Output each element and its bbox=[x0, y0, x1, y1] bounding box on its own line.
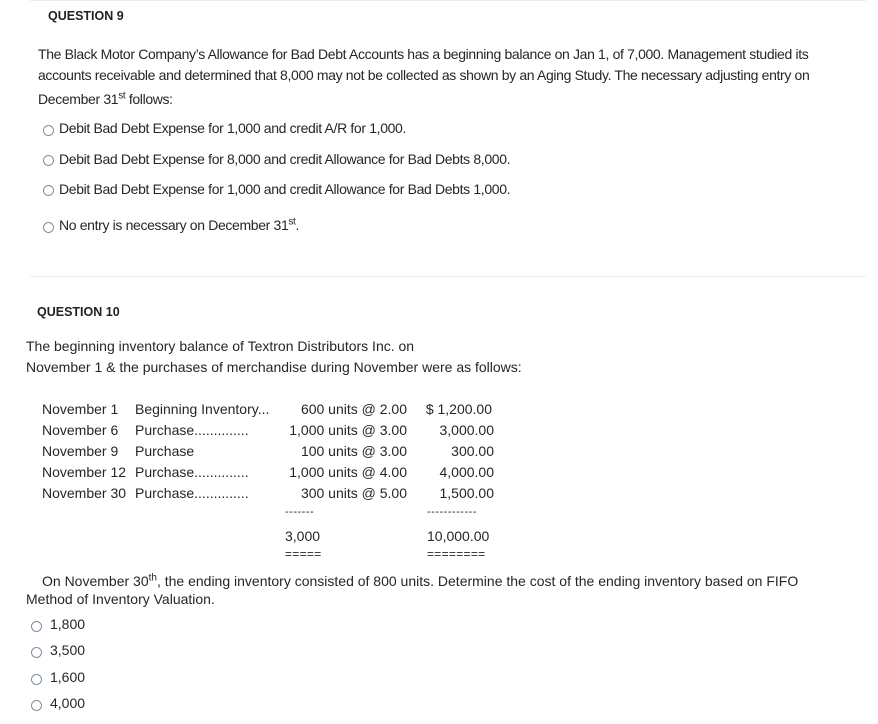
row-units: 600 units @ 2.00 bbox=[300, 401, 407, 417]
row-desc: Beginning Inventory... bbox=[135, 401, 270, 417]
row-date: November 6 bbox=[42, 422, 119, 438]
row-amount: 3,000.00 bbox=[439, 422, 494, 438]
q9-option-4-label[interactable] bbox=[59, 217, 299, 233]
stem-end: follows: bbox=[125, 91, 173, 107]
question-10-intro-line-2: November 1 & the purchases of merchandise during November were as follows: bbox=[26, 359, 522, 375]
stem-date: December 31 bbox=[38, 91, 119, 107]
question-9-stem-line-3 bbox=[38, 91, 173, 107]
top-divider bbox=[30, 0, 866, 1]
row-date: November 30 bbox=[42, 485, 127, 501]
q9-option-1-label[interactable]: Debit Bad Debt Expense for 1,000 and credit A/R for 1,000. bbox=[59, 120, 407, 136]
prompt-date-suffix: th bbox=[148, 572, 157, 584]
option-4-text: No entry is necessary on December 31 bbox=[59, 217, 289, 233]
row-date: November 12 bbox=[42, 464, 127, 480]
row-units: 1,000 units @ 3.00 bbox=[289, 422, 407, 438]
row-desc: Purchase.............. bbox=[135, 422, 249, 438]
amount-double-rule: ======== bbox=[427, 547, 486, 561]
option-4-end: . bbox=[295, 217, 300, 233]
q9-option-3-label[interactable]: Debit Bad Debt Expense for 1,000 and credit Allowance for Bad Debts 1,000. bbox=[59, 181, 511, 197]
row-desc: Purchase bbox=[135, 443, 195, 459]
row-units: 100 units @ 3.00 bbox=[300, 443, 407, 459]
question-10-title: QUESTION 10 bbox=[37, 305, 120, 319]
prompt-rest: , the ending inventory consisted of 800 units. Determine the cost of the ending inventory based on FIFO bbox=[156, 573, 799, 589]
row-units: 300 units @ 5.00 bbox=[300, 485, 407, 501]
q9-option-3-radio[interactable] bbox=[43, 185, 54, 196]
question-10-prompt-line-2: Method of Inventory Valuation. bbox=[26, 591, 215, 607]
row-amount: 300.00 bbox=[451, 443, 494, 459]
table-row bbox=[42, 485, 126, 501]
row-amount: $ 1,200.00 bbox=[425, 401, 492, 417]
stem-date-suffix: st bbox=[118, 90, 126, 102]
question-divider bbox=[30, 276, 866, 277]
q10-option-3-label[interactable]: 1,600 bbox=[50, 669, 86, 685]
row-amount: 4,000.00 bbox=[439, 464, 494, 480]
question-9-stem-line-2: accounts receivable and determined that 8,000 may not be collected as shown by an Aging Study. The necessary adjusting entry on bbox=[38, 67, 810, 83]
amount-single-rule: ------------ bbox=[427, 506, 477, 518]
question-9-stem-line-1: The Black Motor Company’s Allowance for Bad Debt Accounts has a beginning balance on Jan 1, of 7,000. Management studied its bbox=[38, 46, 809, 62]
q10-option-2-radio[interactable] bbox=[31, 647, 42, 658]
question-10-prompt-line-1 bbox=[42, 573, 798, 589]
amount-total: 10,000.00 bbox=[427, 528, 490, 544]
q10-option-3-radio[interactable] bbox=[31, 674, 42, 685]
table-row bbox=[42, 443, 118, 459]
q10-option-2-label[interactable]: 3,500 bbox=[50, 642, 86, 658]
prompt-date: On November 30 bbox=[42, 573, 149, 589]
row-desc: Purchase.............. bbox=[135, 485, 249, 501]
q9-option-2-label[interactable]: Debit Bad Debt Expense for 8,000 and credit Allowance for Bad Debts 8,000. bbox=[59, 151, 511, 167]
q9-option-1-radio[interactable] bbox=[43, 125, 54, 136]
units-double-rule: ===== bbox=[285, 547, 322, 561]
question-9-title: QUESTION 9 bbox=[48, 9, 124, 23]
question-10-intro-line-1: The beginning inventory balance of Textron Distributors Inc. on bbox=[26, 338, 415, 354]
table-row bbox=[42, 401, 118, 417]
units-total: 3,000 bbox=[285, 528, 321, 544]
table-row bbox=[42, 464, 126, 480]
row-date: November 9 bbox=[42, 443, 119, 459]
units-single-rule: ------- bbox=[285, 506, 315, 518]
row-amount: 1,500.00 bbox=[439, 485, 494, 501]
row-date: November 1 bbox=[42, 401, 119, 417]
q10-option-4-radio[interactable] bbox=[31, 700, 42, 711]
row-units: 1,000 units @ 4.00 bbox=[289, 464, 407, 480]
q10-option-1-label[interactable]: 1,800 bbox=[50, 616, 86, 632]
row-desc: Purchase.............. bbox=[135, 464, 249, 480]
option-4-suffix: st bbox=[288, 216, 296, 228]
q10-option-1-radio[interactable] bbox=[31, 621, 42, 632]
table-row bbox=[42, 422, 118, 438]
q10-option-4-label[interactable]: 4,000 bbox=[50, 695, 86, 711]
q9-option-4-radio[interactable] bbox=[43, 222, 54, 233]
q9-option-2-radio[interactable] bbox=[43, 155, 54, 166]
